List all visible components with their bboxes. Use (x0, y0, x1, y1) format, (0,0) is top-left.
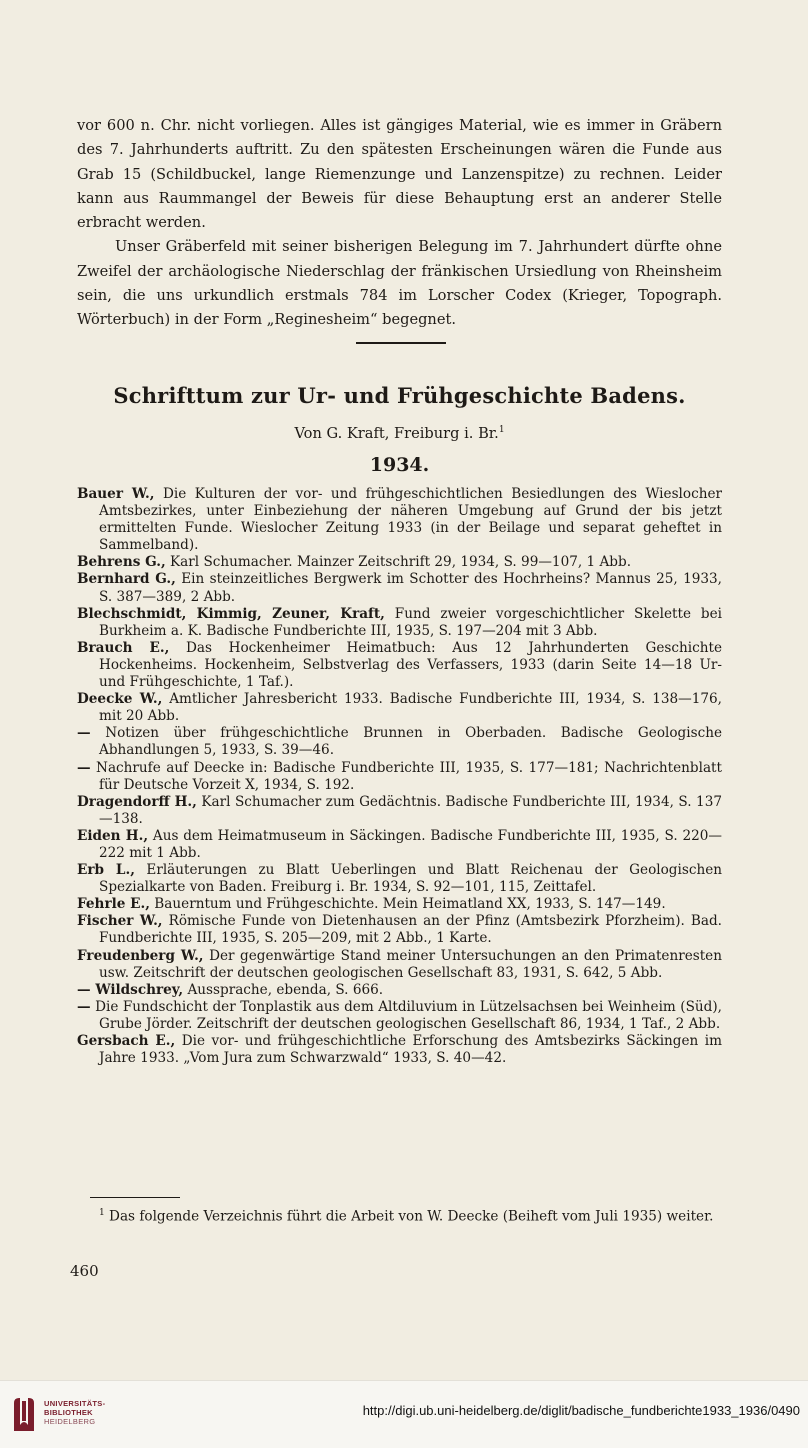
entry-author: — Wildschrey, (77, 981, 184, 998)
entry-author: Erb L., (77, 862, 135, 879)
section-divider (356, 342, 446, 344)
entry-citation: Die Fundschicht der Tonplastik aus dem Altdiluvium in Lützelsachsen bei Weinheim (Süd), Grube Jörder. Zeitschrift der deutschen geologischen Gesellschaft 86, 1934, 1 Taf., 2 Abb. (90, 998, 722, 1032)
entry-author: — (77, 998, 91, 1015)
footnote-text: Das folgende Verzeichnis führt die Arbeit von W. Deecke (Beiheft vom Juli 1935) weiter. (104, 1208, 714, 1225)
source-url-link[interactable]: http://digi.ub.uni-heidelberg.de/diglit/badische_fundberichte1933_1936/0490 (362, 1403, 800, 1418)
entry-citation: Karl Schumacher. Mainzer Zeitschrift 29, 1934, S. 99—107, 1 Abb. (165, 554, 632, 571)
bibliography-entry (77, 760, 722, 794)
entry-author: Fischer W., (77, 913, 163, 930)
bibliography-entry (77, 640, 722, 691)
bibliography-entry (77, 794, 722, 828)
entry-citation: Notizen über frühgeschichtliche Brunnen in Oberbaden. Badische Geologische Abhandlungen 5, 1933, S. 39—46. (90, 725, 722, 759)
bibliography-entry (77, 862, 722, 896)
library-name-line-3: HEIDELBERG (44, 1417, 96, 1426)
footnote (77, 1204, 722, 1226)
bibliography-entry (77, 999, 722, 1033)
library-name-line-1: UNIVERSITÄTS- (44, 1399, 106, 1408)
entry-author: Dragendorff H., (77, 793, 197, 810)
bibliography-entry (77, 571, 722, 605)
entry-citation: Erläuterungen zu Blatt Ueberlingen und Blatt Reichenau der Geologischen Spezialkarte von Baden. Freiburg i. Br. 1934, S. 92—101, 115, Zeittafel. (99, 862, 722, 896)
article-byline (77, 425, 722, 442)
library-name-line-2: BIBLIOTHEK (44, 1408, 93, 1417)
entry-author: Gersbach E., (77, 1033, 176, 1049)
bibliography-entry (77, 948, 722, 982)
entry-citation: Aussprache, ebenda, S. 666. (183, 981, 384, 998)
entry-author: Fehrle E., (77, 896, 150, 913)
entry-author: Freudenberg W., (77, 947, 204, 964)
entry-author: — (77, 759, 91, 776)
bibliography-entry (77, 913, 722, 947)
intro-text (77, 114, 722, 333)
bibliography-entry (77, 896, 722, 913)
entry-author: Deecke W., (77, 691, 163, 708)
library-logo-icon (10, 1395, 38, 1435)
entry-citation: Ein steinzeitliches Bergwerk im Schotter des Hochrheins? Mannus 25, 1933, S. 387—389, 2 Abb. (99, 571, 722, 605)
entry-author: — (77, 725, 91, 742)
bibliography-entry (77, 554, 722, 571)
digitization-footer (0, 1380, 808, 1448)
intro-paragraph-1: vor 600 n. Chr. nicht vorliegen. Alles ist gängiges Material, wie es immer in Gräbern des 7. Jahrhunderts auftritt. Zu den spätesten Erscheinungen wären die Funde aus Grab 15 (Schildbuckel, lange Riemenzunge und Lanzenspitze) zu rechnen. Leider kann aus Raummangel der Beweis für diese Behauptung erst an anderer Stelle erbracht werden. (77, 117, 722, 232)
entry-author: Blechschmidt, Kimmig, Zeuner, Kraft, (77, 605, 385, 622)
footnote-divider (90, 1197, 180, 1198)
entry-author: Bernhard G., (77, 571, 176, 588)
bibliography-entry (77, 606, 722, 640)
footnote-mark: 1 (99, 1208, 105, 1218)
entry-author: Behrens G., (77, 554, 166, 571)
intro-paragraph-2: Unser Gräberfeld mit seiner bisherigen Belegung im 7. Jahrhundert dürfte ohne Zweifel der archäologische Niederschlag der fränkischen Ursiedlung von Rheinsheim sein, die uns urkundlich erstmals 784 im Lorscher Codex (Krieger, Topograph. Wörterbuch) in der Form „Reginesheim“ begegnet. (77, 238, 722, 329)
bibliography-entry (77, 828, 722, 862)
bibliography-list (77, 486, 722, 1067)
entry-citation: Karl Schumacher zum Gedächtnis. Badische Fundberichte III, 1934, S. 137—138. (99, 793, 722, 827)
entry-citation: Die Kulturen der vor- und frühgeschichtlichen Besiedlungen des Wieslocher Amtsbezirkes, unter Einbeziehung der näheren Umgebung auf Grund der bis jetzt ermittelten Funde. Wieslocher Zeitung 1933 (in der Beilage und separat geheftet in Sammelband). (99, 486, 722, 554)
page-number: 460 (70, 1262, 99, 1280)
article-title: Schrifttum zur Ur- und Frühgeschichte Badens. (113, 383, 686, 408)
library-name (44, 1399, 105, 1426)
entry-author: Brauch E., (77, 639, 170, 656)
year-heading: 1934. (369, 454, 430, 476)
entry-citation: Römische Funde von Dietenhausen an der Pfinz (Amtsbezirk Pforzheim). Bad. Fundberichte III, 1935, S. 205—209, mit 2 Abb., 1 Karte. (99, 913, 723, 947)
entry-citation: Die vor- und frühgeschichtliche Erforschung des Amtsbezirks Säckingen im Jahre 1933. „Vom Jura zum Schwarzwald“ 1933, S. 40—42. (99, 1033, 723, 1067)
entry-citation: Nachrufe auf Deecke in: Badische Fundberichte III, 1935, S. 177—181; Nachrichtenblatt für Deutsche Vorzeit X, 1934, S. 192. (90, 759, 722, 793)
byline-footnote-mark: 1 (498, 425, 505, 436)
entry-citation: Der gegenwärtige Stand meiner Untersuchungen an den Primatenresten usw. Zeitschrift der deutschen geologischen Gesellschaft 83, 1931, S. 642, 5 Abb. (99, 947, 722, 981)
entry-citation: Aus dem Heimatmuseum in Säckingen. Badische Fundberichte III, 1935, S. 220—222 mit 1 Abb. (99, 827, 722, 861)
bibliography-entry (77, 486, 722, 554)
byline-text: Von G. Kraft, Freiburg i. Br. (294, 425, 499, 442)
bibliography-entry (77, 691, 722, 725)
entry-citation: Das Hockenheimer Heimatbuch: Aus 12 Jahrhunderten Geschichte Hockenheims. Hockenheim, Selbstverlag des Verfassers, 1933 (darin Seite 14—18 Ur- und Frühgeschichte, 1 Taf.). (99, 639, 722, 691)
entry-citation: Fund zweier vorgeschichtlicher Skelette bei Burkheim a. K. Badische Fundberichte III, 1935, S. 197—204 mit 3 Abb. (99, 605, 722, 639)
entry-citation: Amtlicher Jahresbericht 1933. Badische Fundberichte III, 1934, S. 138—176, mit 20 Abb. (99, 691, 723, 725)
bibliography-entry (77, 1033, 722, 1067)
bibliography-entry (77, 982, 722, 999)
entry-citation: Bauerntum und Frühgeschichte. Mein Heimatland XX, 1933, S. 147—149. (149, 896, 666, 913)
entry-author: Eiden H., (77, 827, 149, 844)
entry-author: Bauer W., (77, 486, 155, 502)
bibliography-entry (77, 725, 722, 759)
